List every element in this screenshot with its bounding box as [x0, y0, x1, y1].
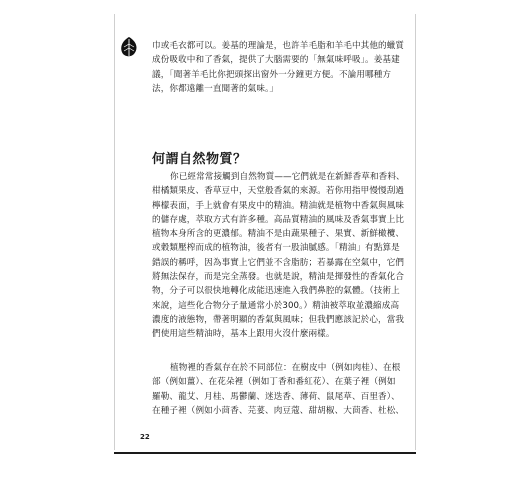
text-line: 柑橘類果皮、香草豆中，天堂般香氣的來源。若你用指甲慢慢刮過 — [152, 186, 405, 197]
text-line: 在種子裡（例如小茴香、芫荽、肉豆蔻、甜胡椒、大茴香、杜松、 — [152, 405, 405, 416]
text-line: 錯誤的稱呼，因為事實上它們並不含脂肪；若暴露在空氣中，它們 — [152, 257, 405, 268]
text-line: 植物本身所含的更濃郁。精油不是由蔬果種子、果實、新鮮橄欖、 — [152, 229, 405, 240]
text-line: 成份吸收中和了香氣，提供了大腦需要的「無氣味呼吸」。姜基建 — [152, 55, 400, 66]
intro-paragraph — [152, 39, 414, 96]
text-line: 們使用這些精油時，基本上跟用火沒什麼兩樣。 — [152, 329, 335, 340]
text-line: 的儲存處，萃取方式有許多種。高品質精油的風味及香氣事實上比 — [152, 214, 405, 225]
text-line: 來說，這些化合物分子量通常小於300。）精油被萃取並濃縮成高 — [152, 300, 400, 311]
text-line: 羅勒、龍艾、月桂、馬鬱蘭、迷迭香、薄荷、鼠尾草、百里香）、 — [152, 391, 400, 402]
text-line: 植物裡的香氣存在於不同部位：在樹皮中（例如肉桂）、在根 — [170, 363, 401, 373]
body-paragraph — [152, 170, 414, 342]
leaf-ornament-icon — [118, 36, 140, 58]
text-line: 法，你都遠離一直聞著的氣味。」 — [152, 83, 279, 94]
text-line: 將無法保存，而是完全蒸發。也就是說，精油是揮發性的香氣化合 — [152, 272, 405, 283]
section-heading: 何謂自然物質？ — [152, 152, 247, 167]
bottom-rule — [114, 452, 416, 454]
text-line: 你已經常常接觸到自然物質——它們就是在新鮮香草和香料、 — [170, 172, 405, 182]
text-line: 巾或毛衣都可以。姜基的理論是，也許羊毛脂和羊毛中其他的蠟質 — [152, 41, 405, 51]
body-paragraph-2 — [152, 361, 414, 418]
text-line: 物，分子可以很快地轉化成能迅速進入我們鼻腔的氣體。（技術上 — [152, 286, 400, 297]
text-line: 或穀類壓榨而成的植物油，後者有一股油膩感。「精油」有點算是 — [152, 243, 400, 254]
page-number: 22 — [140, 433, 150, 441]
text-line: 檸檬表面，手上就會有果皮中的精油。精油就是植物中香氣與風味 — [152, 200, 405, 211]
text-line: 部（例如薑）、在花朵裡（例如丁香和番紅花）、在葉子裡（例如 — [152, 377, 396, 388]
text-line: 議，「聞著羊毛比你把頭探出窗外一分鐘更方便。不論用哪種方 — [152, 69, 392, 80]
text-line: 濃度的液態物，帶著明顯的香氣與風味；但我們應該記於心，當我 — [152, 314, 405, 325]
